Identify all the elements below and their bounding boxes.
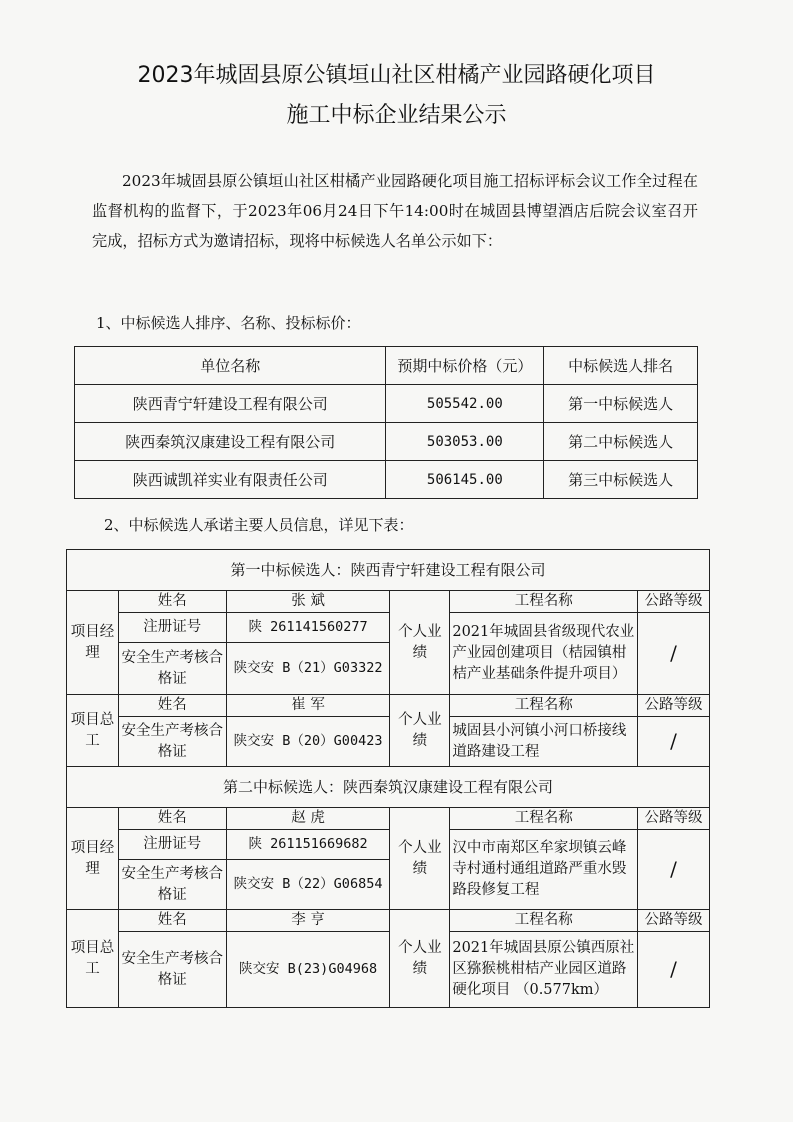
field-label: 公路等级 [638, 591, 710, 613]
table-row [75, 461, 698, 499]
field-label: 姓名 [118, 591, 226, 613]
role-label: 项目总工 [67, 910, 119, 1008]
safety-certificate: 陕交安 B（20）G00423 [226, 717, 390, 767]
project-name: 城固县小河镇小河口桥接线道路建设工程 [450, 717, 638, 767]
table-row [67, 830, 710, 860]
person-name: 崔 军 [226, 695, 390, 717]
field-label: 工程名称 [450, 695, 638, 717]
table-row [67, 591, 710, 613]
role-label: 项目经理 [67, 591, 119, 695]
person-name: 李 亨 [226, 910, 390, 932]
table-row [67, 695, 710, 717]
field-label: 工程名称 [450, 910, 638, 932]
safety-certificate: 陕交安 B(23)G04968 [226, 932, 390, 1008]
bid-price: 505542.00 [386, 385, 544, 423]
field-label: 安全生产考核合格证 [118, 932, 226, 1008]
table-header-row [75, 347, 698, 385]
company-name: 陕西秦筑汉康建设工程有限公司 [75, 423, 386, 461]
section-1-heading: 1、中标候选人排序、名称、投标标价： [96, 314, 361, 332]
candidate-rank: 第一中标候选人 [544, 385, 698, 423]
bid-price: 503053.00 [386, 423, 544, 461]
candidate-rank: 第三中标候选人 [544, 461, 698, 499]
performance-label: 个人业绩 [390, 910, 450, 1008]
table-row [75, 385, 698, 423]
field-label: 姓名 [118, 808, 226, 830]
field-label: 工程名称 [450, 591, 638, 613]
table-row [75, 423, 698, 461]
field-label: 注册证号 [118, 613, 226, 643]
document-title-line-2: 施工中标企业结果公示 [286, 103, 507, 128]
column-header: 单位名称 [75, 347, 386, 385]
performance-label: 个人业绩 [390, 591, 450, 695]
project-name: 汉中市南郑区牟家坝镇云峰寺村通村通组道路严重水毁路段修复工程 [450, 830, 638, 910]
project-name: 2021年城固县原公镇西原社区猕猴桃柑桔产业园区道路硬化项目 （0.577km） [450, 932, 638, 1008]
performance-label: 个人业绩 [390, 695, 450, 767]
group-header: 第二中标候选人：陕西秦筑汉康建设工程有限公司 [67, 767, 710, 808]
role-label: 项目经理 [67, 808, 119, 910]
candidate-ranking-table [74, 346, 698, 499]
person-name: 张 斌 [226, 591, 390, 613]
field-label: 注册证号 [118, 830, 226, 860]
table-row [67, 910, 710, 932]
field-label: 安全生产考核合格证 [118, 717, 226, 767]
project-name: 2021年城固县省级现代农业产业园创建项目（桔园镇柑桔产业基础条件提升项目） [450, 613, 638, 695]
section-2-heading: 2、中标候选人承诺主要人员信息，详见下表： [104, 516, 414, 534]
road-grade: / [638, 830, 710, 910]
group-header-row [67, 550, 710, 591]
person-name: 赵 虎 [226, 808, 390, 830]
company-name: 陕西青宁轩建设工程有限公司 [75, 385, 386, 423]
safety-certificate: 陕交安 B（21）G03322 [226, 643, 390, 695]
intro-paragraph: 2023年城固县原公镇垣山社区柑橘产业园路硬化项目施工招标评标会议工作全过程在监督机构的监督下，于2023年06月24日下午14:00时在城固县博望酒店后院会议室召开完成，招标方式为邀请招标，现将中标候选人名单公示如下： [92, 172, 698, 250]
field-label: 安全生产考核合格证 [118, 860, 226, 910]
safety-certificate: 陕交安 B（22）G06854 [226, 860, 390, 910]
performance-label: 个人业绩 [390, 808, 450, 910]
registration-number: 陕 261141560277 [226, 613, 390, 643]
column-header: 预期中标价格（元） [386, 347, 544, 385]
group-header-row [67, 767, 710, 808]
group-header: 第一中标候选人：陕西青宁轩建设工程有限公司 [67, 550, 710, 591]
bid-price: 506145.00 [386, 461, 544, 499]
candidate-rank: 第二中标候选人 [544, 423, 698, 461]
field-label: 公路等级 [638, 695, 710, 717]
field-label: 姓名 [118, 910, 226, 932]
field-label: 公路等级 [638, 910, 710, 932]
document-title-line-1: 2023年城固县原公镇垣山社区柑橘产业园路硬化项目 [137, 63, 656, 88]
table-row [67, 613, 710, 643]
field-label: 工程名称 [450, 808, 638, 830]
road-grade: / [638, 932, 710, 1008]
road-grade: / [638, 717, 710, 767]
field-label: 公路等级 [638, 808, 710, 830]
field-label: 姓名 [118, 695, 226, 717]
table-row [67, 808, 710, 830]
role-label: 项目总工 [67, 695, 119, 767]
table-row [67, 717, 710, 767]
registration-number: 陕 261151669682 [226, 830, 390, 860]
table-row [67, 932, 710, 1008]
column-header: 中标候选人排名 [544, 347, 698, 385]
field-label: 安全生产考核合格证 [118, 643, 226, 695]
company-name: 陕西诚凯祥实业有限责任公司 [75, 461, 386, 499]
road-grade: / [638, 613, 710, 695]
key-personnel-table [66, 549, 710, 1008]
